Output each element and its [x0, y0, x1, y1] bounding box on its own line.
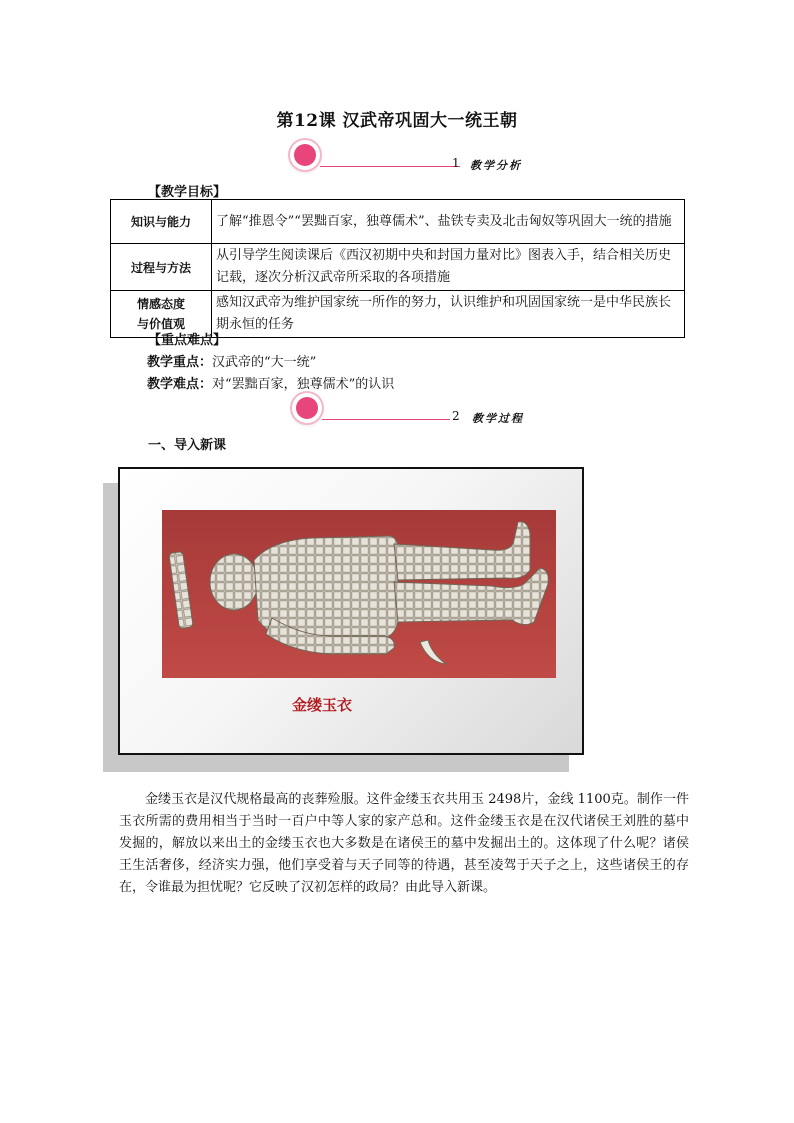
section-number: 2 [452, 409, 460, 423]
objectives-heading: 【教学目标】 [148, 185, 227, 200]
row-content: 了解“推恩令”“罢黜百家，独尊儒术”、盐铁专卖及北击匈奴等巩固大一统的措施 [212, 200, 685, 244]
section-divider [322, 419, 450, 420]
jade-burial-suit-image [162, 510, 556, 678]
difficulty-label: 教学难点： [147, 377, 213, 392]
row-header-line: 与价值观 [136, 317, 185, 331]
section-bullet-icon [290, 140, 320, 170]
section-number: 1 [452, 156, 460, 170]
image-caption: 金缕玉衣 [292, 696, 353, 714]
section-label: 教学分析 [470, 159, 522, 172]
focus-label: 教学重点： [147, 355, 213, 370]
row-header-line: 情感态度 [136, 297, 185, 311]
section-label: 教学过程 [472, 412, 524, 425]
keypoints-heading: 【重点难点】 [148, 333, 227, 348]
section-marker-analysis [290, 140, 610, 176]
section-marker-process [292, 393, 612, 429]
section-divider [320, 166, 460, 167]
objectives-table [110, 199, 685, 338]
row-content: 从引导学生阅读课后《西汉初期中央和封国力量对比》图表入手，结合相关历史记载，逐次分析汉武帝所采取的各项措施 [212, 244, 685, 291]
jade-suit-photo [162, 510, 556, 678]
table-row [111, 200, 685, 244]
teaching-focus [147, 351, 316, 370]
row-content: 感知汉武帝为维护国家统一所作的努力，认识维护和巩固国家统一是中华民族长期永恒的任务 [212, 291, 685, 338]
section-bullet-icon [292, 393, 322, 423]
intro-heading: 一、导入新课 [148, 438, 227, 453]
row-header: 过程与方法 [111, 244, 212, 291]
teaching-difficulty [147, 373, 394, 392]
table-row [111, 244, 685, 291]
focus-text: 汉武帝的“大一统” [212, 355, 317, 370]
difficulty-text: 对“罢黜百家，独尊儒术”的认识 [212, 377, 395, 392]
intro-paragraph: 金缕玉衣是汉代规格最高的丧葬殓服。这件金缕玉衣共用玉 2498片，金线 1100克。制作一件玉衣所需的费用相当于当时一百户中等人家的家产总和。这件金缕玉衣是在汉代诸侯王刘胜的墓中发掘的，解放以来出土的金缕玉衣也大多数是在诸侯王的墓中发掘出土的。这体现了什么呢？诸侯王生活奢侈，经济实力强，他们享受着与天子同等的待遇，甚至凌驾于天子之上，这些诸侯王的存在，令谁最为担忧呢？它反映了汉初怎样的政局？由此导入新课。 [119, 792, 689, 895]
row-header: 知识与能力 [111, 200, 212, 244]
page-title: 第12课 汉武帝巩固大一统王朝 [276, 111, 518, 131]
